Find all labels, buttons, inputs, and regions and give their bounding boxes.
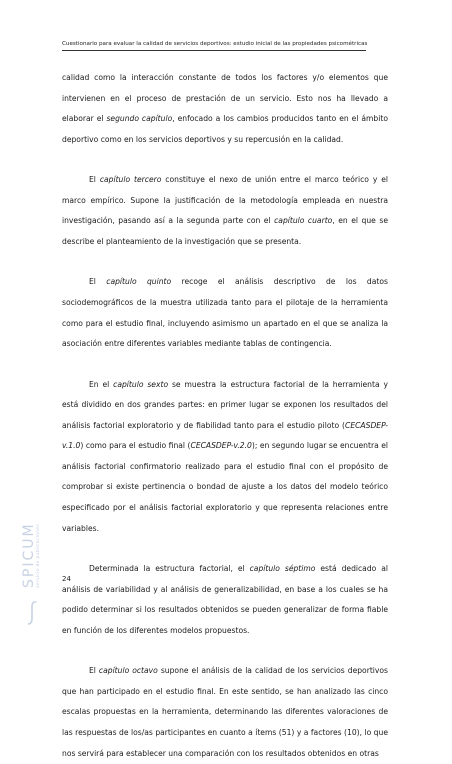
paragraph-2	[62, 170, 388, 252]
logo-subtitle: servicio de publicaciones	[36, 523, 41, 588]
chapter-reference: segundo capítulo	[106, 114, 173, 124]
text-span: , en el que se describe el planteamiento de la investigación que se presenta.	[62, 216, 388, 246]
text-span: ) como para el estudio final (	[80, 441, 191, 451]
paragraph-3	[62, 272, 388, 354]
text-span: constituye el nexo de unión entre el marco teórico y el marco empírico. Supone la justificación de la metodología empleada en nuestra investigación, pasando así a la segunda parte con el	[62, 175, 388, 226]
paragraph-1	[62, 68, 388, 150]
chapter-reference: capítulo séptimo	[249, 564, 316, 574]
text-span: Determinada la estructura factorial, el	[89, 564, 250, 574]
page-number: 24	[62, 575, 71, 583]
text-span: El	[89, 175, 100, 185]
running-header: Cuestionario para evaluar la calidad de servicios deportivos: estudio inicial de las propiedades psicométricas	[62, 41, 368, 47]
chapter-reference: capítulo sexto	[113, 379, 169, 389]
text-span: recoge el análisis descriptivo de los datos sociodemográficos de la muestra utilizada tanto para el pilotaje de la herramienta como para el estudio final, incluyendo asimismo un apartado en el que se analiza la asociación entre diferentes variables mediante tablas de contingencia.	[62, 277, 388, 349]
text-span: se muestra la estructura factorial de la herramienta y está dividido en dos grandes partes: en primer lugar se exponen los resultados del análisis factorial exploratorio y de fiabilidad tanto para el estudio piloto (	[62, 379, 388, 430]
text-span: , enfocado a los cambios producidos tanto en el ámbito deportivo como en los servicios deportivos y su repercusión en la calidad.	[62, 114, 388, 144]
chapter-reference: capítulo cuarto	[274, 216, 333, 226]
body-text	[62, 68, 388, 764]
chapter-reference: capítulo tercero	[99, 175, 162, 185]
chapter-reference: capítulo octavo	[98, 666, 158, 676]
logo-mark-icon	[27, 600, 39, 626]
publisher-logo	[18, 512, 46, 630]
instrument-name: CECASDEP-v.1.0	[62, 420, 388, 451]
logo-name: SPICUM	[21, 522, 37, 588]
text-span: calidad como la interacción constante de todos los factores y/o elementos que intervienen en el proceso de prestación de un servicio. Esto nos ha llevado a elaborar el	[62, 73, 388, 124]
text-span: El	[89, 277, 107, 287]
instrument-name: CECASDEP-v.2.0	[190, 441, 252, 451]
text-span: está dedicado al análisis de variabilidad y al análisis de generalizabilidad, en base a los cuales se ha podido determinar si los resultados obtenidos se pueden generalizar de forma fiable en función de los diferentes modelos propuestos.	[62, 564, 388, 635]
paragraph-4	[62, 375, 388, 540]
paragraph-6	[62, 661, 388, 764]
paragraph-5	[62, 559, 388, 641]
header-rule	[62, 50, 366, 51]
text-span: supone el análisis de la calidad de los servicios deportivos que han participado en el estudio final. En este sentido, se han analizado las cinco escalas propuestas en la herramienta, determinando las diferentes valoraciones de las respuestas de los/as participantes en cuanto a ítems (51) y a factores (10), lo que nos servirá para establecer una comparación con los resultados obtenidos en otras	[62, 666, 389, 758]
text-span: En el	[89, 379, 114, 389]
text-span: El	[89, 666, 99, 676]
chapter-reference: capítulo quinto	[106, 277, 172, 287]
text-span: ); en segundo lugar se encuentra el análisis factorial confirmatorio realizado para el estudio final con el propósito de comprobar si existe pertinencia o bondad de ajuste a los datos del modelo teórico especificado por el análisis factorial exploratorio y que representa relaciones entre variables.	[62, 441, 388, 533]
logo-wordmark	[22, 522, 42, 588]
